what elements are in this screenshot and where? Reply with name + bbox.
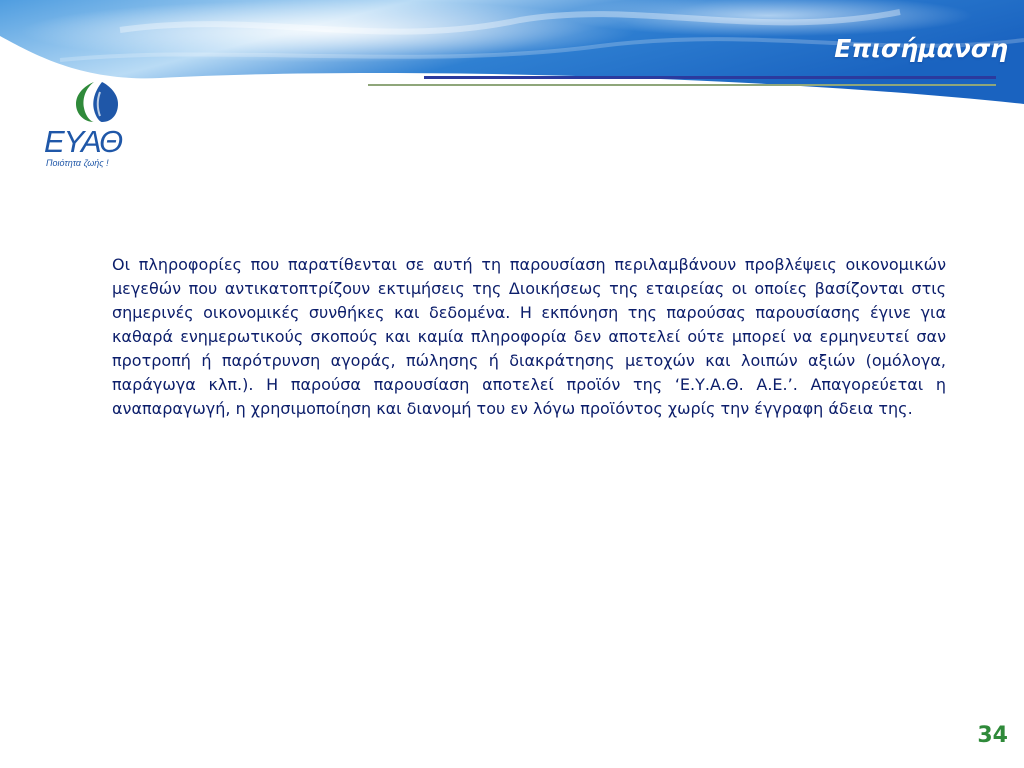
water-drop-icon <box>56 78 136 126</box>
disclaimer-text: Οι πληροφορίες που παρατίθενται σε αυτή τη παρουσίαση περιλαμβάνουν προβλέψεις οικονομικών μεγεθών που αντικατοπτρίζουν εκτιμήσεις της Διοικήσεως της εταιρείας οι οποίες βασίζονται στις σημερινές οικονομικές συνθήκες και δεδομένα. Η εκπόνηση της παρούσας παρουσίασης έγινε για καθαρά ενημερωτικούς σκοπούς και καμία πληροφορία δεν αποτελεί ούτε μπορεί να ερμηνευτεί σαν προτροπή ή παρότρυνση αγοράς, πώλησης ή διακράτησης μετοχών και λοιπών αξιών (ομόλογα, παράγωγα κλπ.). Η παρούσα παρουσίαση αποτελεί προϊόν της ‘Ε.Υ.Α.Θ. Α.Ε.’. Απαγορεύεται η αναπαραγωγή, η χρησιμοποίηση και διανομή του εν λόγω προϊόντος χωρίς την έγγραφη άδεια της. <box>112 255 946 418</box>
company-logo <box>36 78 146 178</box>
slide-title: Επισήμανση <box>834 34 1008 63</box>
title-divider-green <box>368 84 996 86</box>
logo-wordmark: ΕΥΑΘ <box>44 124 123 159</box>
title-divider-blue <box>424 76 996 79</box>
page-number: 34 <box>977 723 1008 748</box>
logo-tagline: Ποιότητα ζωής ! <box>46 158 109 168</box>
